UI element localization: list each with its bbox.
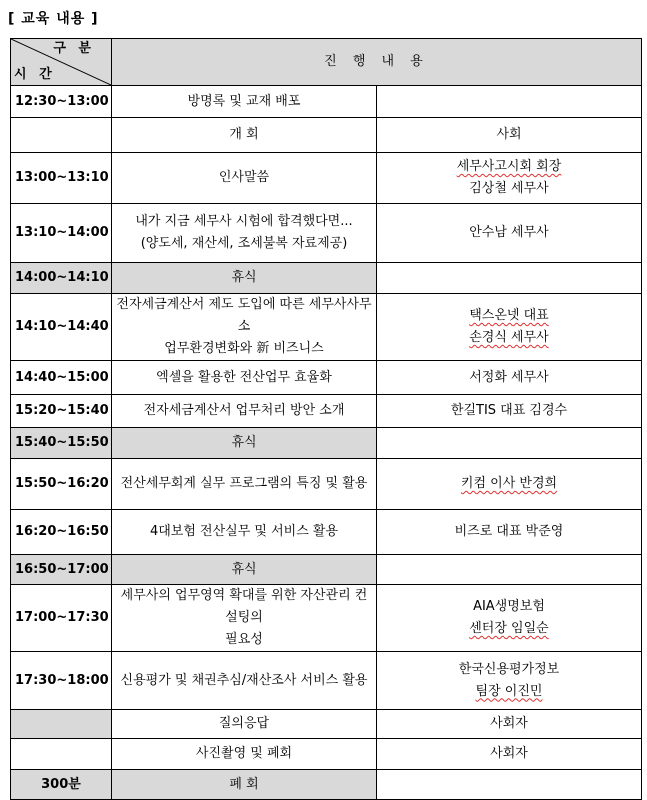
time-cell: 14:00~14:10 [11,263,112,294]
table-row [11,710,642,739]
table-row [11,770,642,800]
table-row [11,585,642,652]
speaker-line: 손경식 세무사 [469,330,549,345]
table-row [11,263,642,294]
table-row [11,652,642,710]
content-line: 필요성 [225,632,263,647]
time-cell: 300분 [11,770,112,800]
speaker-cell [377,770,642,800]
speaker-cell [377,153,642,204]
table-row [11,294,642,361]
header-corner-cell [11,39,112,86]
content-line: 업무환경변화와 新 비즈니스 [164,341,324,356]
time-cell: 15:50~16:20 [11,459,112,510]
speaker-line: 세무사고시회 회장 [456,159,562,174]
content-cell [112,585,377,652]
speaker-cell [377,428,642,459]
content-cell: 전산세무회계 실무 프로그램의 특징 및 활용 [112,459,377,510]
speaker-cell [377,459,642,510]
content-cell: 사진촬영 및 폐회 [112,739,377,770]
content-cell: 개 회 [112,118,377,153]
speaker-cell: 한길TIS 대표 김경수 [377,395,642,428]
time-cell: 16:50~17:00 [11,555,112,585]
content-cell: 4대보험 전산실무 및 서비스 활용 [112,510,377,555]
speaker-line: 팀장 이진민 [475,683,543,699]
content-cell [112,204,377,263]
table-row [11,428,642,459]
header-gubun-label: 구 분 [53,41,95,56]
table-row [11,153,642,204]
speaker-line: 택스온넷 대표 [469,308,549,323]
speaker-line: 키컴 이사 반경희 [460,476,558,491]
speaker-cell [377,555,642,585]
time-cell: 15:40~15:50 [11,428,112,459]
content-cell: 질의응답 [112,710,377,739]
time-cell: 13:10~14:00 [11,204,112,263]
content-line: 내가 지금 세무사 시험에 합격했다면... [135,214,353,229]
content-cell: 방명록 및 교재 배포 [112,86,377,118]
content-cell: 휴식 [112,263,377,294]
header-content-label: 진 행 내 용 [112,39,642,86]
time-cell [11,739,112,770]
speaker-cell: 서정화 세무사 [377,361,642,395]
speaker-cell: 안수남 세무사 [377,204,642,263]
content-line: 전자세금계산서 제도 도입에 따른 세무사사무소 [116,297,372,334]
table-row [11,459,642,510]
speaker-line: 한국신용평가정보 [458,661,560,677]
speaker-line: AIA생명보험 [473,599,545,614]
time-cell: 17:30~18:00 [11,652,112,710]
time-cell: 16:20~16:50 [11,510,112,555]
content-cell: 휴식 [112,428,377,459]
time-cell: 14:10~14:40 [11,294,112,361]
schedule-table [10,38,642,800]
table-row [11,395,642,428]
speaker-cell [377,652,642,710]
speaker-cell [377,86,642,118]
table-row [11,86,642,118]
speaker-cell [377,263,642,294]
speaker-cell: 사회 [377,118,642,153]
content-cell: 전자세금계산서 업무처리 방안 소개 [112,395,377,428]
content-cell: 휴식 [112,555,377,585]
header-time-label: 시 간 [14,67,56,82]
speaker-cell: 사회자 [377,739,642,770]
content-cell [112,294,377,361]
speaker-cell [377,294,642,361]
time-cell [11,710,112,739]
content-line: 세무사의 업무영역 확대를 위한 자산관리 컨설팅의 [120,588,368,625]
content-cell: 폐 회 [112,770,377,800]
content-line: (양도세, 재산세, 조세불복 자료제공) [140,236,348,251]
speaker-cell: 비즈로 대표 박준영 [377,510,642,555]
time-cell: 12:30~13:00 [11,86,112,118]
header-row [11,39,642,86]
content-cell: 엑셀을 활용한 전산업무 효율화 [112,361,377,395]
table-row [11,118,642,153]
speaker-line: 김상철 세무사 [469,181,549,196]
section-title: [ 교육 내용 ] [8,11,99,27]
content-cell: 인사말씀 [112,153,377,204]
content-cell: 신용평가 및 채권추심/재산조사 서비스 활용 [112,652,377,710]
time-cell: 15:20~15:40 [11,395,112,428]
table-row [11,361,642,395]
table-row [11,555,642,585]
time-cell: 13:00~13:10 [11,153,112,204]
time-cell: 17:00~17:30 [11,585,112,652]
time-cell: 14:40~15:00 [11,361,112,395]
table-row [11,739,642,770]
speaker-cell [377,585,642,652]
speaker-cell: 사회자 [377,710,642,739]
table-row [11,510,642,555]
table-row [11,204,642,263]
time-cell [11,118,112,153]
speaker-line: 센터장 임일순 [469,621,549,636]
